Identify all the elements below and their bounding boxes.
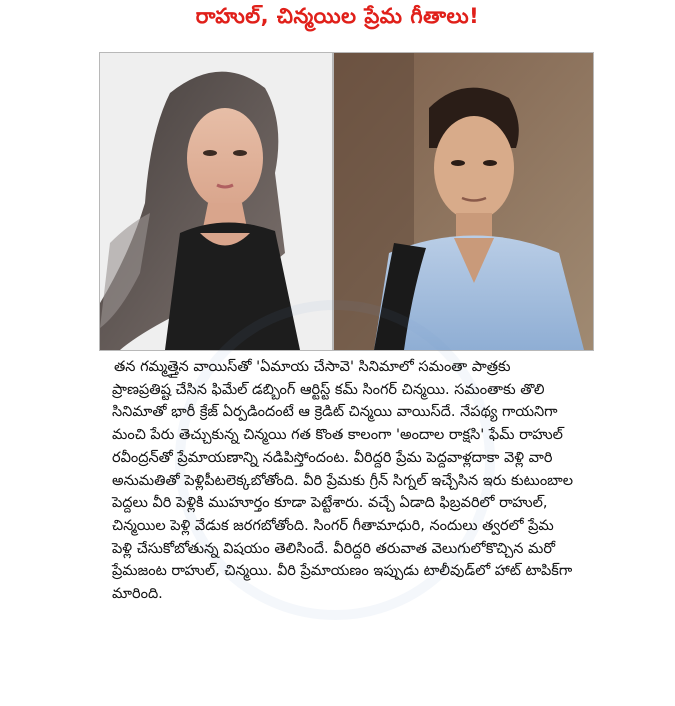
article-line: సినిమాతో భారీ క్రేజ్ ఏర్పడిందంటే ఆ క్రెడిట్ చిన్మయి వాయిస్‌దే. నేపథ్య గాయనిగా	[112, 404, 558, 421]
article-line: చిన్మయిల పెళ్లి వేడుక జరగబోతోంది. సింగర్ గీతామాధురి, నందులు త్వరలో ప్రేమ	[112, 517, 554, 534]
article-line: ప్రాణప్రతిష్ట చేసిన ఫిమేల్ డబ్బింగ్ ఆర్టిస్ట్ కమ్ సింగర్ చిన్మయి. సమంతాకు తొలి	[112, 381, 545, 398]
article-line: పెద్దలు వీరి పెళ్లికి ముహూర్తం కూడా పెట్టేశారు. వచ్చే ఏడాది ఫిబ్రవరిలో రాహుల్,	[112, 495, 548, 512]
article-line: అనుమతితో పెళ్లిపీటలెక్కబోతోంది. వీరి ప్రేమకు గ్రీన్ సిగ్నల్ ఇచ్చేసిన ఇరు కుటుంబాల	[112, 472, 573, 489]
chinmayi-photo	[99, 52, 333, 351]
article-line: ప్రేమజంట రాహుల్, చిన్మయి. వీరి ప్రేమాయణం ఇప్పుడు టాలీవుడ్‌లో హాట్ టాపిక్‌గా	[112, 563, 573, 580]
headline: రాహుల్, చిన్మయిల ప్రేమ గీతాలు!	[195, 4, 480, 28]
article-line: రవీంద్రన్‌తో ప్రేమాయణాన్ని నడిపిస్తోందంట. వీరిద్దరి ప్రేమ పెద్దవాళ్లదాకా వెళ్లి వారి	[112, 449, 553, 466]
article-line: మారింది.	[112, 586, 163, 603]
article-line: పెళ్లి చేసుకోబోతున్న విషయం తెలిసిందే. వీరిద్దరి తరువాత వెలుగులోకొచ్చిన మరో	[112, 540, 556, 557]
article-line: తన గమ్మత్తైన వాయిస్‌తో 'ఏమాయ చేసావె' సినిమాలో సమంతా పాత్రకు	[114, 359, 511, 375]
rahul-photo	[333, 52, 594, 351]
article-body	[112, 356, 573, 606]
article-line: మంచి పేరు తెచ్చుకున్న చిన్మయి గత కొంత కాలంగా 'అందాల రాక్షసి' ఫేమ్ రాహుల్	[112, 427, 563, 444]
